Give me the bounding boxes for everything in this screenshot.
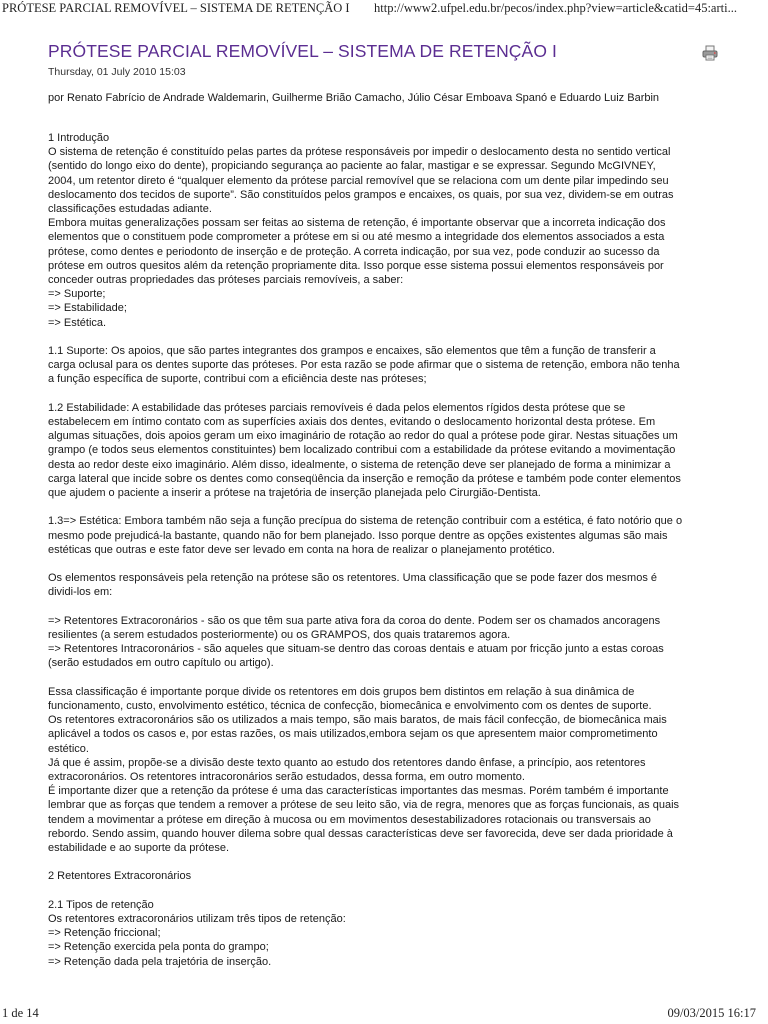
body-line: => Retenção dada pela trajetória de inserção. bbox=[48, 955, 272, 968]
article bbox=[48, 41, 728, 969]
body-line: prótese em outros quesitos além da retenção propriamente dita. Isso porque esse sistema possui elementos responsáveis por bbox=[48, 259, 664, 272]
body-line: Os retentores extracoronários são os utilizados a mais tempo, são mais baratos, de mais fácil confecção, de biomecânica mais bbox=[48, 714, 667, 727]
body-line: (serão estudados em outro capítulo ou artigo). bbox=[48, 657, 274, 670]
body-line: conceder outras propriedades das próteses parciais removíveis, a saber: bbox=[48, 274, 404, 287]
print-footer bbox=[0, 1004, 768, 1024]
body-line: tendem a movimentar a prótese em direção à mucosa ou em movimentos desestabilizadores rotacionais ou transversais ao bbox=[48, 813, 651, 826]
body-line: lembrar que as forças que tendem a remover a prótese de seu leito são, via de regra, menores que as forças funcionais, as quais bbox=[48, 799, 680, 812]
body-line: 1.1 Suporte: Os apoios, que são partes integrantes dos grampos e encaixes, são elementos que têm a função de transferir a bbox=[48, 345, 656, 358]
body-line: => Retentores Extracoronários - são os que têm sua parte ativa fora da coroa do dente. Podem ser os chamados ancoragens bbox=[48, 614, 661, 627]
article-date: Thursday, 01 July 2010 15:03 bbox=[48, 66, 186, 78]
body-line: => Retenção exercida pela ponta do grampo; bbox=[48, 941, 269, 954]
print-datetime: 09/03/2015 16:17 bbox=[667, 1006, 756, 1020]
body-line: Os elementos responsáveis pela retenção na prótese são os retentores. Uma classificação que se pode fazer dos mesmos é bbox=[48, 572, 657, 585]
body-line: 2 Retentores Extracoronários bbox=[48, 870, 192, 883]
body-line: deslocamento dos tecidos de suporte”. São constituídos pelos grampos e encaixes, os quais, por sua vez, dividem-se em outras bbox=[48, 188, 674, 201]
body-line: Os retentores extracoronários utilizam três tipos de retenção: bbox=[48, 913, 346, 926]
body-line: estabilidade e ao suporte da prótese. bbox=[48, 842, 230, 855]
print-header-title: PRÓTESE PARCIAL REMOVÍVEL – SISTEMA DE RETENÇÃO I bbox=[2, 1, 350, 15]
body-line: resilientes (a serem estudados posteriormente) ou os GRAMPOS, dos quais trataremos agora. bbox=[48, 629, 511, 642]
body-line: estéticas que outras e este fator deve ser levado em conta na hora de realizar o planejamento protético. bbox=[48, 543, 555, 556]
body-line: extracoronários. Os retentores intracoronários serão estudados, dessa forma, em outro momento. bbox=[48, 771, 525, 784]
printer-icon[interactable] bbox=[702, 45, 718, 61]
body-line: rebordo. Sendo assim, quando houver dilema sobre qual dessas características deve ser favorecida, deve ser dada prioridade à bbox=[48, 827, 673, 840]
body-line: a função específica de suporte, contribui com a eficiência deste nas próteses; bbox=[48, 373, 427, 386]
paragraph-gap bbox=[48, 557, 728, 571]
body-line: mesmo pode prejudicá-la bastante, quando não for bem planejado. Isso porque dentre as opções existentes algumas são mais bbox=[48, 529, 668, 542]
article-body bbox=[48, 131, 728, 969]
body-line: classificações estudadas adiante. bbox=[48, 203, 212, 216]
body-line: dividi-los em: bbox=[48, 586, 113, 599]
body-line: prótese, como dentes e periodonto de inserção e de proteção. A correta indicação, por sua vez, pode conduzir ao sucesso da bbox=[48, 245, 660, 258]
body-line: carga lateral que incide sobre os dentes como conseqüência da inserção e remoção da prótese e também pode conter elementos bbox=[48, 472, 681, 485]
body-line: O sistema de retenção é constituído pelas partes da prótese responsáveis por impedir o deslocamento desta no sentido vertical bbox=[48, 146, 671, 159]
body-line: funcionamento, custo, envolvimento estético, técnica de confecção, biomecânica e envolvimento com os dentes de suporte. bbox=[48, 700, 652, 713]
paragraph-gap bbox=[48, 600, 728, 614]
print-header-url[interactable]: http://www2.ufpel.edu.br/pecos/index.php?view=article&catid=45:arti... bbox=[374, 1, 737, 15]
body-line: 2.1 Tipos de retenção bbox=[48, 898, 154, 911]
body-line: estabelecem em íntimo contato com as superfícies axiais dos dentes, evitando o deslocamento horizontal desta prótese. Em bbox=[48, 416, 656, 429]
body-line: Embora muitas generalizações possam ser feitas ao sistema de retenção, é importante observar que a incorreta indicação dos bbox=[48, 217, 666, 230]
body-line: 1 Introdução bbox=[48, 132, 110, 144]
title-row bbox=[48, 41, 728, 65]
paragraph-gap bbox=[48, 500, 728, 514]
body-line: => Estabilidade; bbox=[48, 302, 127, 315]
body-line: É importante dizer que a retenção da prótese é uma das características importantes das mesmas. Porém também é importante bbox=[48, 785, 669, 798]
body-line: Essa classificação é importante porque divide os retentores em dois grupos bem distintos em relação à sua dinâmica de bbox=[48, 685, 635, 698]
body-line: => Retentores Intracoronários - são aqueles que situam-se dentro das coroas dentais e atuam por fricção junto a estas coroas bbox=[48, 643, 664, 656]
paragraph-gap bbox=[48, 884, 728, 898]
body-line: que ajudem o paciente a inserir a prótese na trajetória de inserção planejada pelo Cirurgião-Dentista. bbox=[48, 487, 541, 500]
body-line: (sentido do longo eixo do dente), propiciando segurança ao paciente ao falar, mastigar e se expressar. Segundo McGIVNEY, bbox=[48, 160, 656, 173]
body-line: elementos que o constituem pode comprometer a prótese em si ou até mesmo a integridade dos elementos associados a esta bbox=[48, 231, 665, 244]
page-counter: 1 de 14 bbox=[2, 1006, 39, 1020]
paragraph-gap bbox=[48, 387, 728, 401]
body-line: 2004, um retentor direto é “qualquer elemento da prótese parcial removível que se relaciona com um dente pilar impedindo seu bbox=[48, 174, 669, 187]
body-line: aplicável a todos os casos e, por estas razões, os mais utilizados,embora sejam os que apresentem maior comprometimento bbox=[48, 728, 658, 741]
body-line: grampo (e todos seus elementos constituintes) bem localizado contribui com a estabilidade da prótese evitando a movimentação bbox=[48, 444, 676, 457]
body-line: 1.2 Estabilidade: A estabilidade das próteses parciais removíveis é dada pelos elementos rígidos desta prótese que se bbox=[48, 401, 626, 414]
body-line: => Suporte; bbox=[48, 288, 106, 301]
body-line: => Retenção friccional; bbox=[48, 927, 161, 940]
paragraph-gap bbox=[48, 330, 728, 344]
print-header bbox=[0, 0, 768, 20]
body-line: carga oclusal para os dentes suporte das próteses. Por esta razão se pode afirmar que o sistema de retenção, embora não tenha bbox=[48, 359, 680, 372]
body-line: Já que é assim, propõe-se a divisão deste texto quanto ao estudo dos retentores dando ênfase, a princípio, aos retentores bbox=[48, 756, 646, 769]
body-line: 1.3=> Estética: Embora também não seja a função precípua do sistema de retenção contribuir com a estética, é fato notório que o bbox=[48, 515, 683, 528]
paragraph-gap bbox=[48, 671, 728, 685]
body-line: estético. bbox=[48, 742, 89, 755]
article-title[interactable]: PRÓTESE PARCIAL REMOVÍVEL – SISTEMA DE RETENÇÃO I bbox=[48, 41, 557, 61]
article-authors: por Renato Fabrício de Andrade Waldemarin, Guilherme Brião Camacho, Júlio César Emboava Spanó e Eduardo Luiz Barbin bbox=[48, 92, 660, 104]
body-line: desta ao redor deste eixo imaginário. Além disso, idealmente, o sistema de retenção deve ser planejado de forma a minimizar a bbox=[48, 458, 671, 471]
paragraph-gap bbox=[48, 855, 728, 869]
body-line: algumas situações, dois apoios geram um eixo imaginário de rotação ao redor do qual a prótese pode girar. Nestas situações um bbox=[48, 430, 678, 443]
body-line: => Estética. bbox=[48, 316, 107, 329]
